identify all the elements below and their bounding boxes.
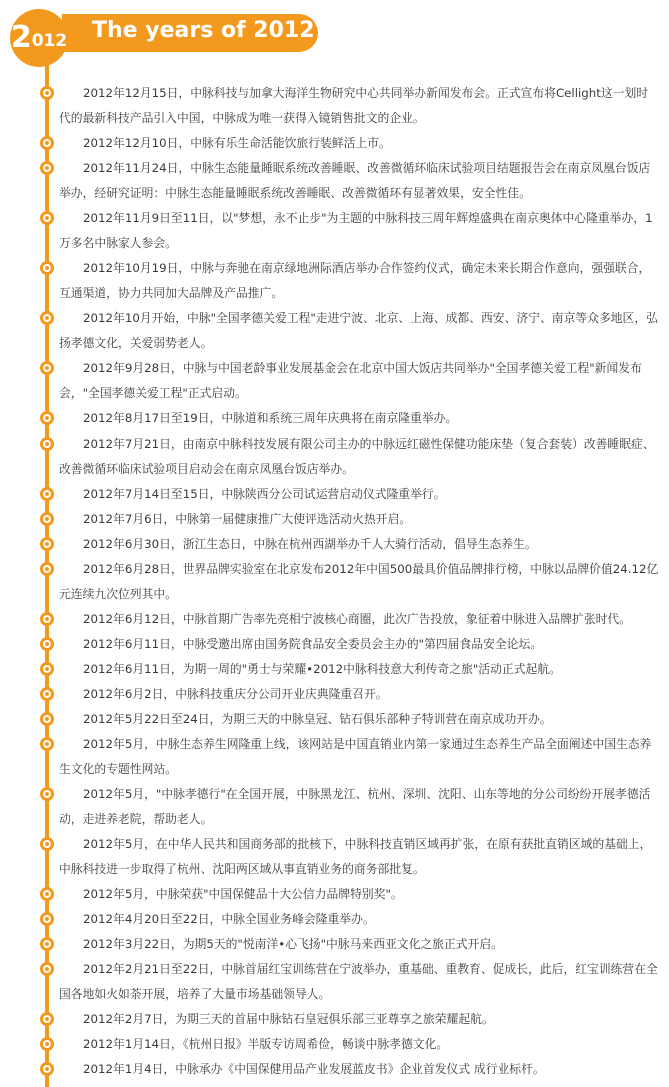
entry-text: 2012年6月2日，中脉科技重庆分公司开业庆典隆重召开。 [83, 687, 388, 701]
entry-text: 2012年3月22日，为期5天的"悦南洋•心飞扬"中脉马来西亚文化之旅正式开启。 [83, 937, 503, 951]
entry-text: 2012年5月，中脉生态养生网隆重上线，该网站是中国直销业内第一家通过生态养生产品全面阐述中国生态养生文化的专题性网站。 [59, 737, 652, 776]
timeline-entry [59, 131, 659, 156]
timeline-entry [59, 682, 659, 707]
timeline-entry [59, 306, 659, 355]
timeline-dot [40, 487, 54, 501]
timeline-entry [59, 632, 659, 657]
entry-text: 2012年10月开始，中脉"全国孝德关爱工程"走进宁波、北京、上海、成都、西安、济宁、南京等众多地区，弘扬孝德文化，关爱弱势老人。 [59, 311, 658, 350]
entry-text: 2012年6月11日，中脉受邀出席由国务院食品安全委员会主办的"第四届食品安全论坛。 [83, 637, 543, 651]
timeline-dot [40, 161, 54, 175]
timeline-dot [40, 1037, 54, 1051]
timeline-entry [59, 206, 659, 255]
timeline-entry [59, 482, 659, 507]
timeline-entry [59, 1007, 659, 1032]
timeline-dot [40, 361, 54, 375]
timeline-dot [40, 712, 54, 726]
timeline-dot [40, 912, 54, 926]
timeline-dot [40, 1012, 54, 1026]
timeline-dot [40, 687, 54, 701]
entry-text: 2012年7月21日，由南京中脉科技发展有限公司主办的中脉远红磁性保健功能床垫（复合套装）改善睡眠症、改善微循环临床试验项目启动会在南京凤凰台饭店举办。 [59, 437, 655, 476]
year-badge [10, 9, 68, 67]
page-title: The years of 2012 [92, 18, 315, 43]
timeline-dot [40, 211, 54, 225]
entry-text: 2012年11月9日至11日，以"梦想，永不止步"为主题的中脉科技三周年辉煌盛典在南京奥体中心隆重举办，1万多名中脉家人参会。 [59, 211, 653, 250]
entry-text: 2012年9月28日，中脉与中国老龄事业发展基金会在北京中国大饭店共同举办"全国孝德关爱工程"新闻发布会，"全国孝德关爱工程"正式启动。 [59, 361, 642, 400]
timeline-entry [59, 532, 659, 557]
timeline-dot [40, 787, 54, 801]
timeline-entry [59, 432, 659, 481]
entry-text: 2012年1月4日，中脉承办《中国保健用品产业发展蓝皮书》企业首发仪式 成行业标杆。 [83, 1062, 545, 1076]
timeline-entry [59, 657, 659, 682]
badge-year-big: 2 [10, 20, 32, 55]
entry-text: 2012年12月15日，中脉科技与加拿大海洋生物研究中心共同举办新闻发布会。正式宣布将Cellight这一划时代的最新科技产品引入中国，中脉成为唯一获得入镜销售批文的企业。 [59, 86, 649, 125]
timeline-entry [59, 907, 659, 932]
entry-text: 2012年6月11日，为期一周的"勇士与荣耀•2012中脉科技意大利传奇之旅"活动正式起航。 [83, 662, 561, 676]
entry-text: 2012年2月7日，为期三天的首届中脉钻石皇冠俱乐部三亚尊享之旅荣耀起航。 [83, 1012, 494, 1026]
entry-text: 2012年6月12日，中脉首期广告率先亮相宁波核心商圈，此次广告投放，象征着中脉进入品牌扩张时代。 [83, 612, 632, 626]
entry-text: 2012年5月，中脉荣获"中国保健品十大公信力品牌特别奖"。 [83, 887, 403, 901]
timeline-dot [40, 411, 54, 425]
timeline-entry [59, 156, 659, 205]
entry-text: 2012年11月24日，中脉生态能量睡眠系统改善睡眠、改善微循环临床试验项目结题报告会在南京凤凰台饭店举办，经研究证明：中脉生态能量睡眠系统改善睡眠、改善微循环有显著效果，安全性佳。 [59, 161, 651, 200]
timeline-entry [59, 957, 659, 1006]
timeline-entry [59, 932, 659, 957]
timeline-dot [40, 637, 54, 651]
timeline-dot [40, 261, 54, 275]
entry-text: 2012年12月10日，中脉有乐生命活能饮旅行装鲜活上市。 [83, 136, 391, 150]
entry-text: 2012年2月21日至22日，中脉首届红宝训练营在宁波举办，重基础、重教育、促成长，此后，红宝训练营在全国各地如火如荼开展，培养了大量市场基础领导人。 [59, 962, 658, 1001]
entry-text: 2012年5月，"中脉孝德行"在全国开展，中脉黑龙江、杭州、深圳、沈阳、山东等地的分公司纷纷开展孝德活动，走进养老院，帮助老人。 [59, 787, 651, 826]
timeline-dot [40, 937, 54, 951]
timeline-dot [40, 1062, 54, 1076]
timeline-entry [59, 832, 659, 881]
timeline-dot [40, 837, 54, 851]
timeline-dot [40, 537, 54, 551]
entry-text: 2012年5月22日至24日，为期三天的中脉皇冠、钻石俱乐部种子特训营在南京成功开办。 [83, 712, 552, 726]
entry-text: 2012年6月28日，世界品牌实验室在北京发布2012年中国500最具价值品牌排行榜，中脉以品牌价值24.12亿元连续九次位列其中。 [59, 562, 659, 601]
timeline-entry [59, 782, 659, 831]
timeline-entry [59, 1057, 659, 1082]
timeline-dot [40, 962, 54, 976]
entry-text: 2012年6月30日，浙江生态日，中脉在杭州西湖举办千人大骑行活动，倡导生态养生。 [83, 537, 537, 551]
timeline-entry [59, 256, 659, 305]
timeline-dot [40, 86, 54, 100]
timeline-entry [59, 607, 659, 632]
timeline-entry [59, 882, 659, 907]
entry-text: 2012年10月19日，中脉与奔驰在南京绿地洲际酒店举办合作签约仪式，确定未来长期合作意向，强强联合，互通渠道，协力共同加大品牌及产品推广。 [59, 261, 651, 300]
badge-year-small: 012 [31, 30, 68, 51]
timeline-dot [40, 612, 54, 626]
timeline-dot [40, 512, 54, 526]
timeline-dot [40, 562, 54, 576]
entry-text: 2012年5月，在中华人民共和国商务部的批核下，中脉科技直销区域再扩张，在原有获批直销区域的基础上，中脉科技进一步取得了杭州、沈阳两区域从事直销业务的商务部批复。 [59, 837, 652, 876]
timeline-entry [59, 81, 659, 130]
timeline-dot [40, 887, 54, 901]
timeline-entry [59, 557, 659, 606]
timeline-entry [59, 356, 659, 405]
entry-text: 2012年1月14日，《杭州日报》半版专访周希俭，畅谈中脉孝德文化。 [83, 1037, 449, 1051]
timeline-dot [40, 737, 54, 751]
timeline-dot [40, 437, 54, 451]
entry-text: 2012年7月14日至15日，中脉陕西分公司试运营启动仪式隆重举行。 [83, 487, 446, 501]
timeline-entry [59, 1032, 659, 1057]
entry-text: 2012年4月20日至22日，中脉全国业务峰会隆重举办。 [83, 912, 375, 926]
timeline-entry [59, 507, 659, 532]
timeline-entry [59, 732, 659, 781]
timeline-entry [59, 707, 659, 732]
entry-text: 2012年7月6日，中脉第一届健康推广大使评选活动火热开启。 [83, 512, 412, 526]
badge-year [10, 9, 68, 67]
timeline-dot [40, 662, 54, 676]
timeline-dot [40, 311, 54, 325]
timeline-entry [59, 406, 659, 431]
entry-text: 2012年8月17日至19日，中脉道和系统三周年庆典将在南京隆重举办。 [83, 411, 458, 425]
timeline-dot [40, 136, 54, 150]
